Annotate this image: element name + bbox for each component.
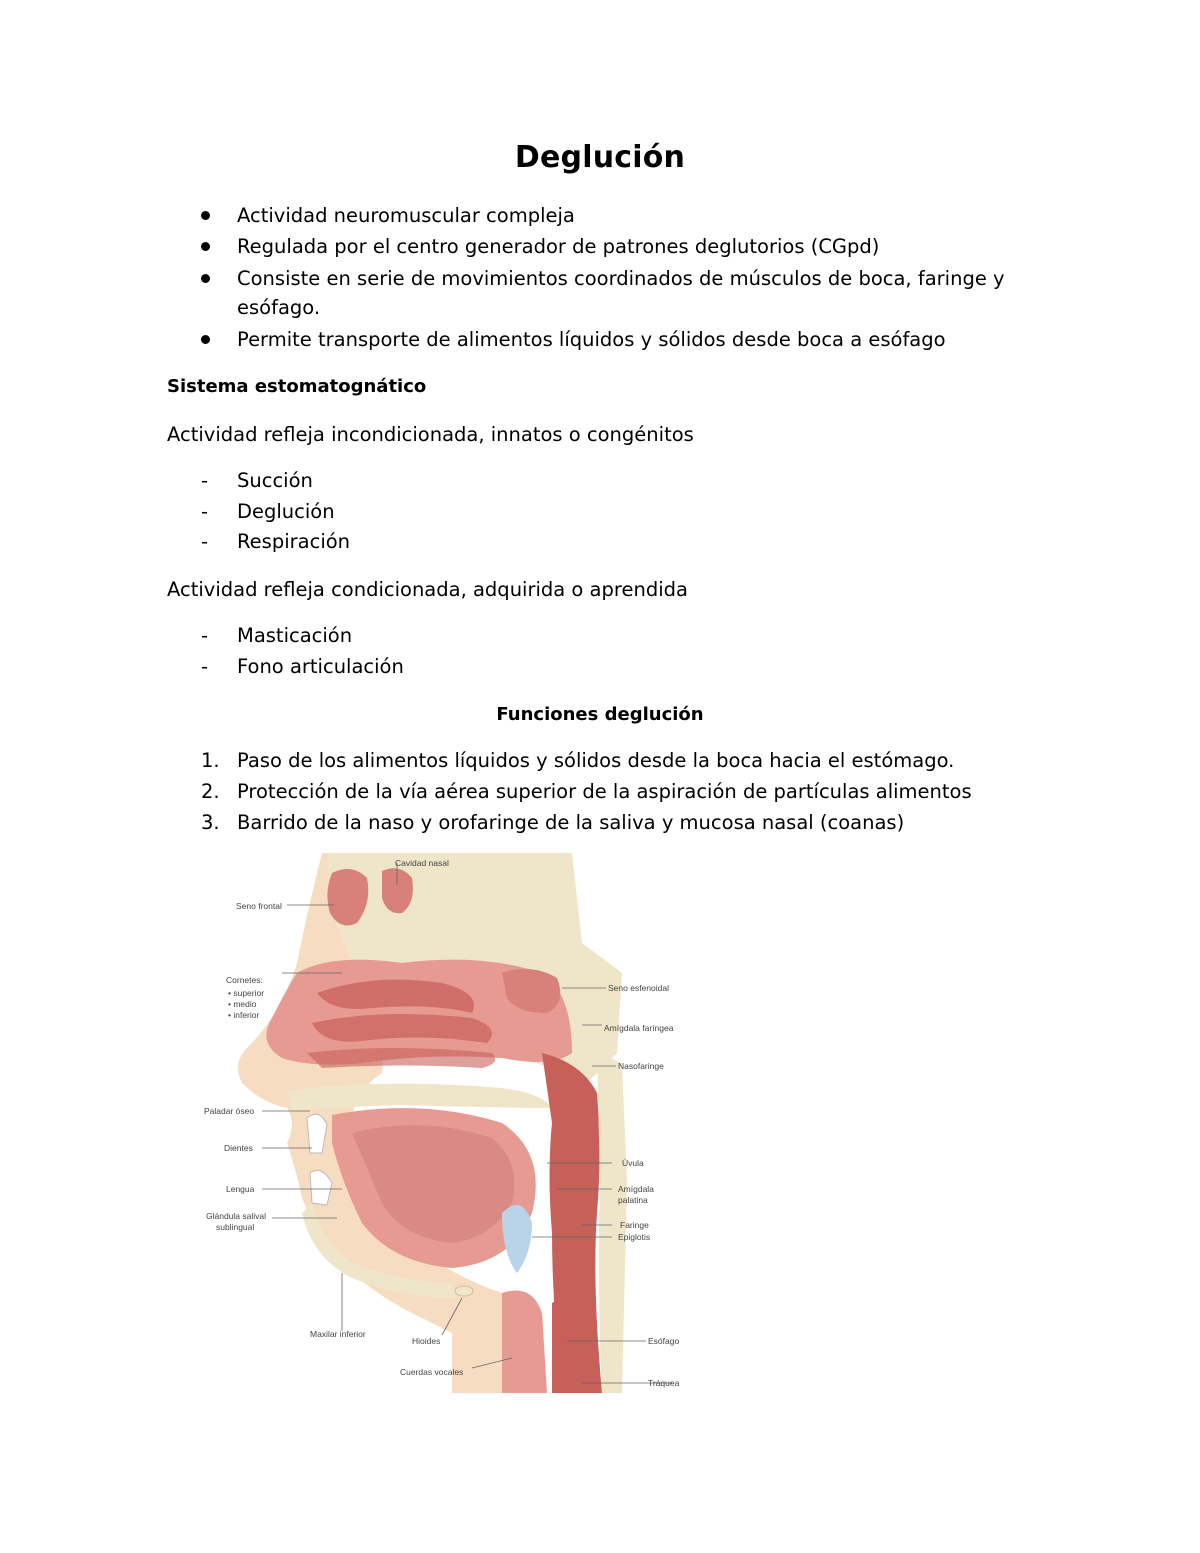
functions-heading: Funciones deglución	[496, 704, 704, 725]
bullet-item: Regulada por el centro generador de patrones deglutorios (CGpd)	[237, 235, 880, 258]
anatomy-figure	[202, 853, 689, 1393]
numbered-item: Protección de la vía aérea superior de la aspiración de partículas alimentos	[237, 780, 972, 803]
label-dientes: Dientes	[224, 1143, 253, 1153]
label-cornete-medio: • medio	[228, 999, 257, 1009]
bullet-item: Consiste en serie de movimientos coordinados de músculos de boca, faringe y	[237, 267, 1005, 290]
label-amigdala-faringea: Amígdala faríngea	[604, 1023, 674, 1033]
subsection-heading: Actividad refleja incondicionada, innatos o congénitos	[167, 423, 694, 446]
label-esofago: Esófago	[648, 1336, 680, 1346]
list-number: 3.	[201, 811, 220, 834]
list-item: Masticación	[237, 624, 353, 647]
label-paladar-oseo: Paladar óseo	[204, 1106, 255, 1116]
dash-marker: -	[201, 655, 209, 678]
label-cornete-superior: • superior	[228, 988, 265, 998]
list-item: Fono articulación	[237, 655, 404, 678]
label-faringe: Faringe	[620, 1220, 649, 1230]
section-heading: Sistema estomatognático	[167, 376, 427, 397]
numbered-item: Barrido de la naso y orofaringe de la saliva y mucosa nasal (coanas)	[237, 811, 905, 834]
bullet-dot	[201, 274, 210, 283]
label-cornete-inferior: • inferior	[228, 1010, 260, 1020]
bullet-dot	[201, 335, 210, 344]
bullet-item-continuation: esófago.	[237, 296, 321, 319]
label-nasofaringe: Nasofaringe	[618, 1061, 664, 1071]
bullet-item: Permite transporte de alimentos líquidos y sólidos desde boca a esófago	[237, 328, 946, 351]
dash-marker: -	[201, 624, 209, 647]
label-seno-esfenoidal: Seno esfenoidal	[608, 983, 669, 993]
label-cavidad-nasal: Cavidad nasal	[395, 858, 449, 868]
label-hioides: Hioides	[412, 1336, 441, 1346]
list-number: 1.	[201, 749, 220, 772]
label-seno-frontal: Seno frontal	[236, 901, 282, 911]
label-palatina: palatina	[618, 1195, 648, 1205]
bullet-dot	[201, 242, 210, 251]
label-glandula-salival: Glándula salival	[206, 1211, 267, 1221]
label-cornetes: Cornetes:	[226, 975, 263, 985]
label-lengua: Lengua	[226, 1184, 255, 1194]
dash-marker: -	[201, 500, 209, 523]
bullet-item: Actividad neuromuscular compleja	[237, 204, 575, 227]
list-number: 2.	[201, 780, 220, 803]
label-cuerdas-vocales: Cuerdas vocales	[400, 1367, 464, 1377]
label-traquea: Tráquea	[648, 1378, 680, 1388]
label-maxilar-inferior: Maxilar inferior	[310, 1329, 366, 1339]
list-item: Respiración	[237, 530, 351, 553]
page-title: Deglución	[514, 140, 686, 175]
dash-marker: -	[201, 530, 209, 553]
label-sublingual: sublingual	[216, 1222, 255, 1232]
bullet-dot	[201, 211, 210, 220]
subsection-heading: Actividad refleja condicionada, adquirida o aprendida	[167, 578, 688, 601]
numbered-item: Paso de los alimentos líquidos y sólidos desde la boca hacia el estómago.	[237, 749, 955, 772]
list-item: Succión	[237, 469, 313, 492]
label-uvula: Úvula	[622, 1158, 644, 1168]
list-item: Deglución	[237, 500, 335, 523]
anatomy-illustration	[202, 853, 689, 1393]
label-epiglotis: Epiglotis	[618, 1232, 651, 1242]
label-amigdala-palatina: Amígdala	[618, 1184, 654, 1194]
dash-marker: -	[201, 469, 209, 492]
